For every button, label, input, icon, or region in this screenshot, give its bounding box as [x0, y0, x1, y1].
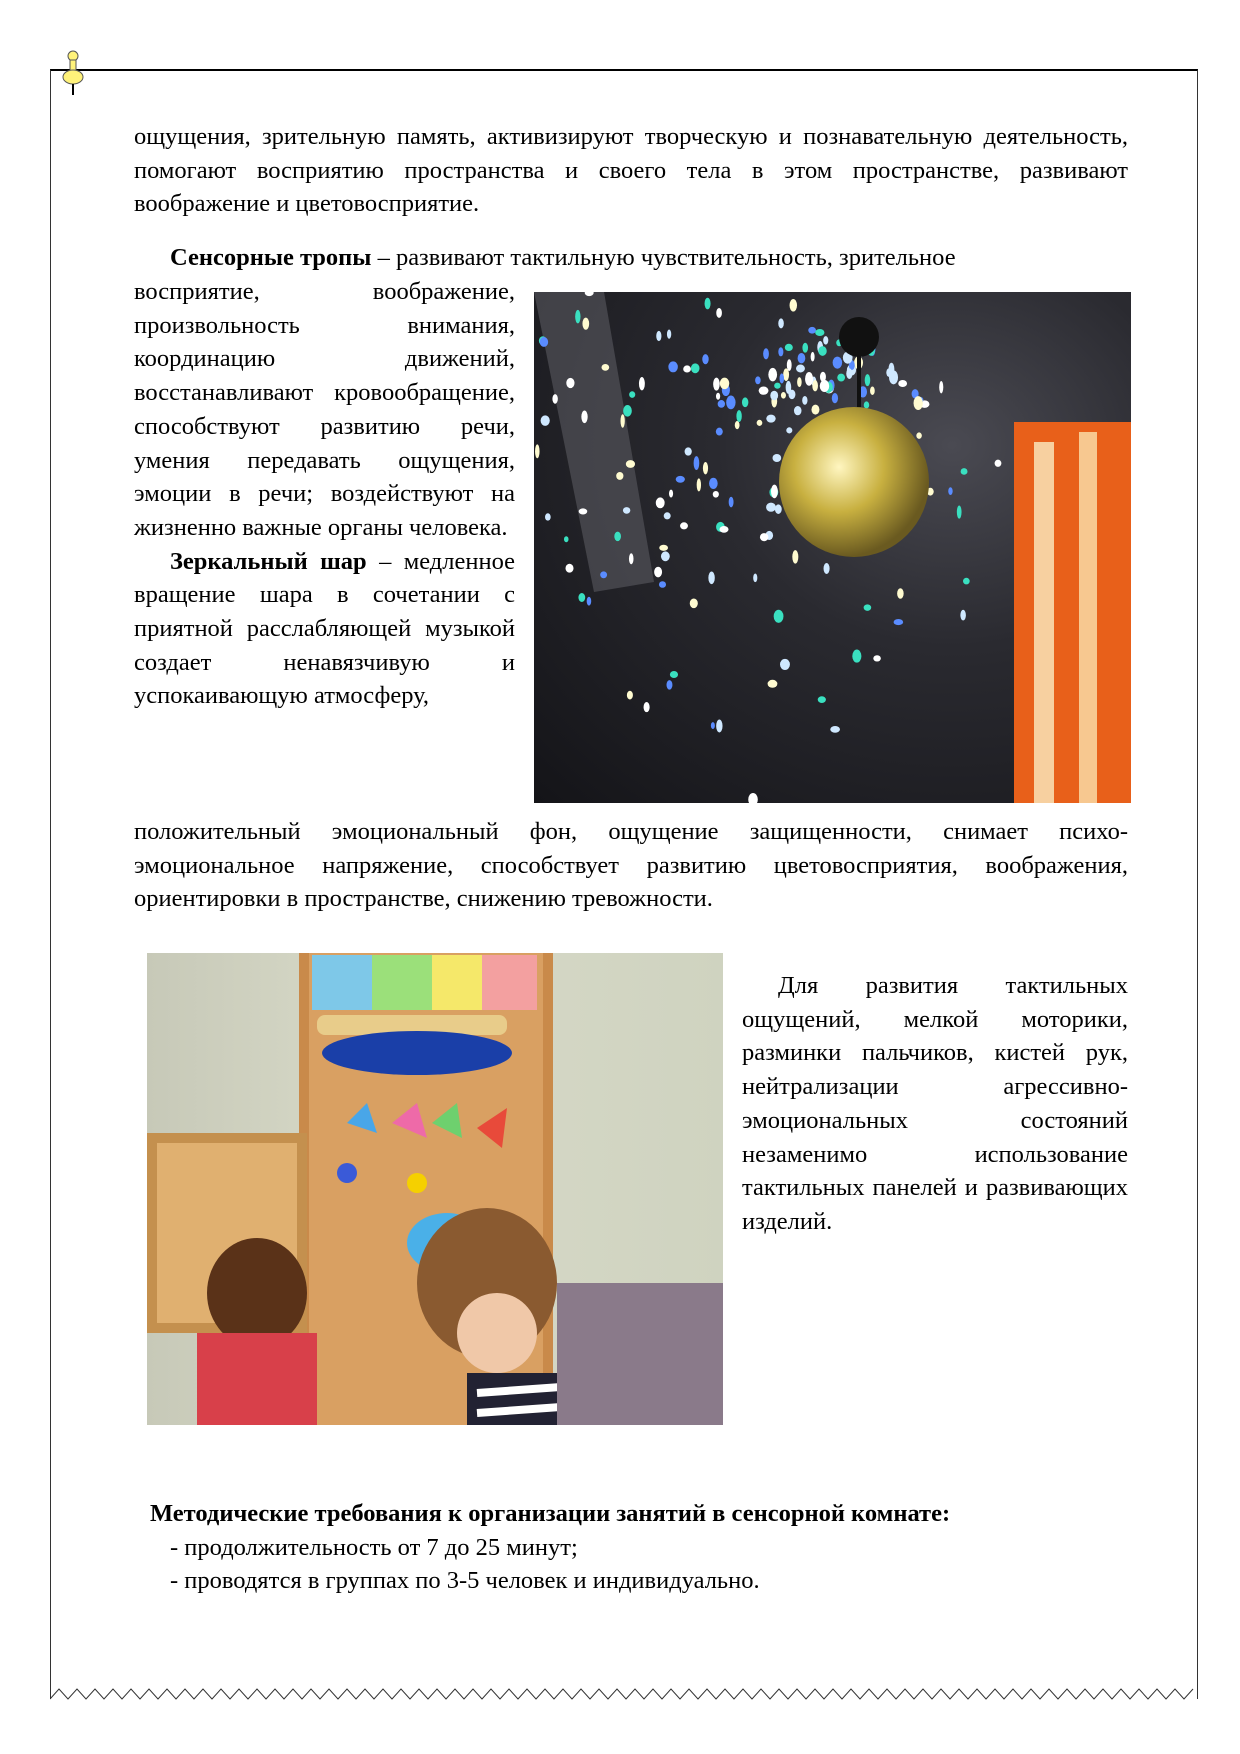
- mirror-ball-continuation: положительный эмоциональный фон, ощущение защищенности, снимает психо-эмоциональное напряжение, способствует развитию цветовосприятия, воображения, ориентировки в пространстве, снижению тревожности.: [134, 818, 1128, 913]
- sensory-paths-text: восприятие, воображение, произвольность внимания, координацию движений, восстанавливают кровообращение, способствуют развитию речи, умения передавать ощущения, эмоции в речи; воздействуют на жизненно важные органы человека.: [134, 278, 515, 541]
- mirror-ball-photo: [534, 292, 1131, 803]
- tactile-panel-photo: [147, 953, 723, 1425]
- pushpin-icon: [60, 50, 86, 96]
- sensory-paths-heading-line: Сенсорные тропы – развивают тактильную чувствительность, зрительное: [170, 244, 956, 271]
- narrow-column: восприятие, воображение, произвольность внимания, координацию движений, восстанавливают кровообращение, способствуют развитию речи, умения передавать ощущения, эмоции в речи; воздействуют на жизненно важные органы человека. Зеркальный шар – медленное вращение шара в сочетании с приятной расслабляющей музыкой создает ненавязчивую и успокаивающую атмосферу,: [134, 275, 515, 713]
- requirement-item: - продолжительность от 7 до 25 минут;: [170, 1533, 578, 1561]
- requirements-heading: Методические требования к организации занятий в сенсорной комнате:: [150, 1500, 951, 1527]
- sensory-paths-term: Сенсорные тропы: [170, 244, 372, 271]
- tactile-paragraph: Для развития тактильных ощущений, мелкой моторики, разминки пальчиков, кистей рук, нейтрализации агрессивно-эмоциональных состояний незаменимо использование тактильных панелей и развивающих изделий.: [742, 972, 1128, 1235]
- requirements-section: [150, 1497, 1130, 1598]
- mirror-ball-term: Зеркальный шар: [170, 547, 367, 575]
- intro-paragraph: ощущения, зрительную память, активизируют творческую и познавательную деятельность, помогают восприятию пространства и своего тела в этом пространстве, развивают воображение и цветовосприятие.: [134, 123, 1128, 218]
- requirement-item: - проводятся в группах по 3-5 человек и индивидуально.: [170, 1567, 760, 1595]
- zigzag-border: [50, 1688, 1198, 1700]
